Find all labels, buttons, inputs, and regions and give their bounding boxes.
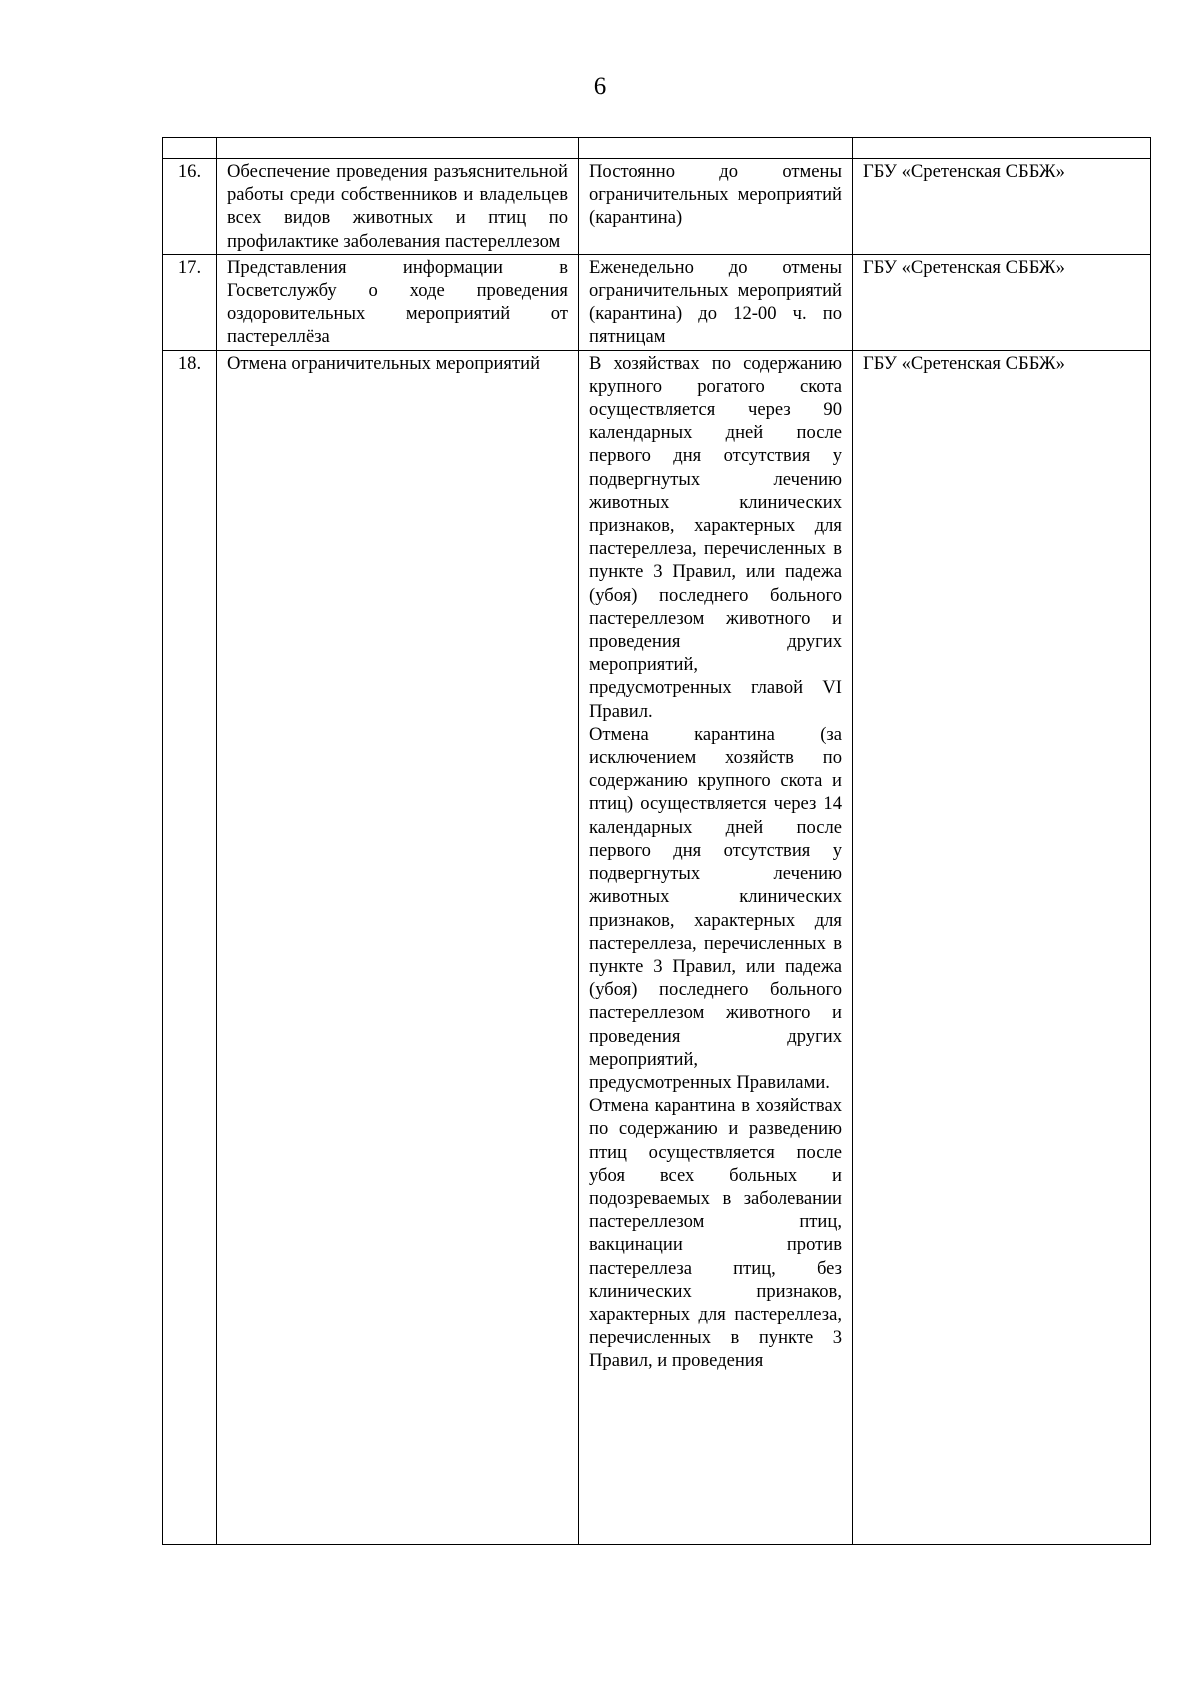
responsible-cell: ГБУ «Сретенская СББЖ» [853,350,1151,1544]
header-cell [579,138,853,159]
row-number: 18. [163,350,217,1544]
term-paragraph: В хозяйствах по содержанию крупного рогатого скота осуществляется через 90 календарных дней после первого дня отсутствия у подвергнутых лечению животных клинических признаков, характерных для пастереллеза, перечисленных в пункте 3 Правил, или падежа (убоя) последнего больного пастереллезом животного и проведения других мероприятий, предусмотренных главой VI Правил. [589,352,842,722]
term-cell: Еженедельно до отмены ограничительных мероприятий (карантина) до 12-00 ч. по пятницам [579,254,853,350]
measures-table [162,137,1151,1545]
header-cell [853,138,1151,159]
table-row [163,254,1151,350]
table-row [163,350,1151,1544]
header-cell [217,138,579,159]
activity-cell: Представления информации в Госветслужбу о ходе проведения оздоровительных мероприятий от пастереллёза [217,254,579,350]
term-cell: Постоянно до отмены ограничительных мероприятий (карантина) [579,159,853,255]
responsible-cell: ГБУ «Сретенская СББЖ» [853,254,1151,350]
table-row [163,159,1151,255]
activity-cell: Отмена ограничительных мероприятий [217,350,579,1544]
term-paragraph: Отмена карантина в хозяйствах по содержанию и разведению птиц осуществляется после убоя всех больных и подозреваемых в заболевании пастереллезом птиц, вакцинации против пастереллеза птиц, без клинических признаков, характерных для пастереллеза, перечисленных в пункте 3 Правил, и проведения [589,1095,842,1372]
row-number: 16. [163,159,217,255]
row-number: 17. [163,254,217,350]
term-paragraph: Отмена карантина (за исключением хозяйств по содержанию крупного скота и птиц) осуществляется через 14 календарных дней после первого дня отсутствия у подвергнутых лечению животных клинических признаков, характерных для пастереллеза, перечисленных в пункте 3 Правил, или падежа (убоя) последнего больного пастереллезом животного и проведения других мероприятий, предусмотренных Правилами. [589,723,842,1093]
term-cell [579,350,853,1544]
activity-cell: Обеспечение проведения разъяснительной работы среди собственников и владельцев всех видов животных и птиц по профилактике заболевания пастереллезом [217,159,579,255]
responsible-cell: ГБУ «Сретенская СББЖ» [853,159,1151,255]
header-cell [163,138,217,159]
table-header-row [163,138,1151,159]
page-number: 6 [593,73,607,100]
